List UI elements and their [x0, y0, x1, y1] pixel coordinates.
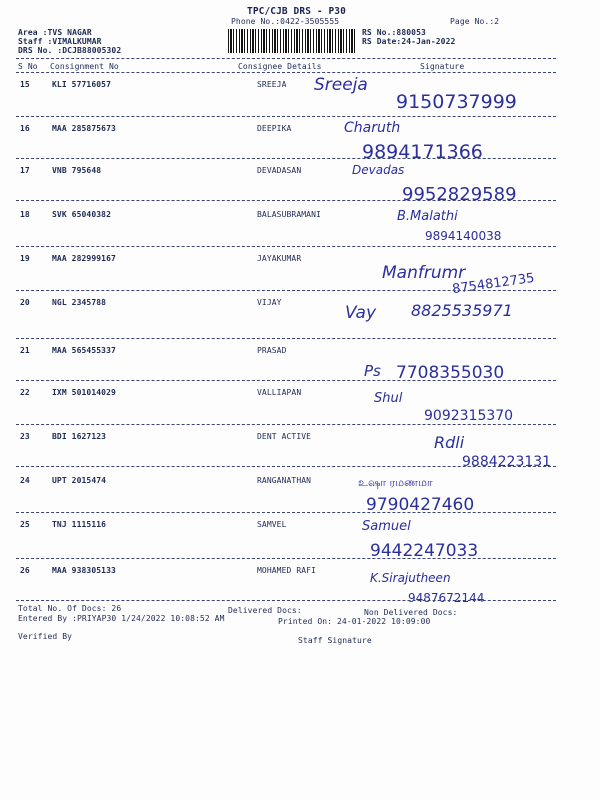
svg-text:9790427460: 9790427460	[366, 495, 475, 515]
row-sno: 18	[20, 210, 30, 219]
row-consignee: BALASUBRAMANI	[257, 210, 321, 219]
row-sno: 16	[20, 124, 30, 133]
row-divider	[16, 466, 556, 467]
row-consignee: PRASAD	[257, 346, 287, 355]
signature-handwriting	[372, 384, 552, 424]
svg-text:7708355030: 7708355030	[396, 363, 505, 383]
row-sno: 25	[20, 520, 30, 529]
row-consignee: SREEJA	[257, 80, 287, 89]
column-consignee: Consignee Details	[238, 62, 322, 71]
row-consignment: BDI 1627123	[52, 432, 107, 441]
row-consignee: JAYAKUMAR	[257, 254, 302, 263]
svg-text:9092315370: 9092315370	[424, 408, 514, 424]
svg-text:Vay: Vay	[345, 303, 377, 323]
row-consignee: DEEPIKA	[257, 124, 292, 133]
header-divider-bottom	[16, 72, 556, 73]
row-consignment: MAA 565455337	[52, 346, 116, 355]
row-divider	[16, 558, 556, 559]
row-sno: 23	[20, 432, 30, 441]
row-divider	[16, 246, 556, 247]
row-divider	[16, 600, 556, 601]
svg-text:Sreeja: Sreeja	[314, 75, 368, 95]
svg-text:9952829589: 9952829589	[402, 184, 517, 205]
svg-text:9150737999: 9150737999	[396, 91, 517, 113]
row-consignee: VIJAY	[257, 298, 282, 307]
phone-number: Phone No.:0422-3505555	[231, 17, 340, 26]
barcode	[228, 29, 356, 53]
row-consignee: VALLIAPAN	[257, 388, 302, 397]
row-consignee: DENT ACTIVE	[257, 432, 312, 441]
svg-text:Samuel: Samuel	[362, 519, 411, 534]
row-divider	[16, 424, 556, 425]
svg-text:Manfrumr: Manfrumr	[382, 263, 466, 283]
non-delivered-docs: Non Delivered Docs:	[364, 608, 458, 617]
svg-text:Charuth: Charuth	[344, 120, 401, 136]
total-docs: Total No. Of Docs: 26	[18, 604, 122, 613]
staff-label: Staff :VIMALKUMAR	[18, 37, 102, 46]
svg-text:Rdli: Rdli	[434, 433, 465, 452]
signature-handwriting	[358, 470, 558, 518]
column-consignment: Consignment No	[50, 62, 119, 71]
row-divider	[16, 512, 556, 513]
row-consignment: TNJ 1115116	[52, 520, 107, 529]
row-consignee: RANGANATHAN	[257, 476, 312, 485]
row-divider	[16, 380, 556, 381]
row-sno: 15	[20, 80, 30, 89]
row-consignment: UPT 2015474	[52, 476, 107, 485]
svg-text:9894171366: 9894171366	[362, 141, 483, 163]
svg-text:K.Sirajutheen: K.Sirajutheen	[370, 571, 451, 585]
svg-text:9487672144: 9487672144	[408, 591, 485, 605]
row-sno: 26	[20, 566, 30, 575]
row-divider	[16, 290, 556, 291]
row-consignment: SVK 65040382	[52, 210, 111, 219]
svg-text:Shul: Shul	[374, 391, 403, 406]
area-label: Area :TVS NAGAR	[18, 28, 92, 37]
entered-by: Entered By :PRIYAP30 1/24/2022 10:08:52 AM	[18, 614, 225, 623]
column-sno: S No	[18, 62, 38, 71]
svg-text:Devadas: Devadas	[352, 163, 405, 177]
drs-number: DRS No. :DCJB88005302	[18, 46, 122, 55]
row-sno: 20	[20, 298, 30, 307]
row-consignment: KLI 57716057	[52, 80, 111, 89]
rs-date: RS Date:24-Jan-2022	[362, 37, 456, 46]
column-signature: Signature	[420, 62, 465, 71]
header-divider-top	[16, 58, 556, 59]
svg-text:B.Malathi: B.Malathi	[397, 209, 458, 224]
signature-handwriting	[340, 116, 560, 162]
signature-handwriting	[310, 74, 560, 114]
row-sno: 19	[20, 254, 30, 263]
row-consignment: MAA 285875673	[52, 124, 116, 133]
signature-handwriting	[395, 204, 555, 244]
page-number: Page No.:2	[450, 17, 500, 26]
row-sno: 21	[20, 346, 30, 355]
row-sno: 22	[20, 388, 30, 397]
svg-text:8825535971: 8825535971	[411, 301, 513, 320]
document-title: TPC/CJB DRS - P30	[247, 6, 346, 17]
signature-handwriting	[432, 428, 562, 474]
row-sno: 24	[20, 476, 30, 485]
row-consignee: DEVADASAN	[257, 166, 302, 175]
svg-text:9884223131: 9884223131	[462, 454, 552, 470]
svg-text:உஷா ரமணமா: உஷா ரமணமா	[358, 476, 433, 489]
printed-on: Printed On: 24-01-2022 10:09:00	[278, 617, 431, 626]
row-consignment: MAA 938305133	[52, 566, 116, 575]
row-consignee: SAMVEL	[257, 520, 287, 529]
staff-signature: Staff Signature	[298, 636, 372, 645]
row-divider	[16, 338, 556, 339]
row-consignment: NGL 2345788	[52, 298, 107, 307]
svg-text:Ps: Ps	[364, 362, 381, 380]
row-consignment: IXM 501014029	[52, 388, 116, 397]
signature-handwriting	[345, 294, 555, 334]
svg-text:9442247033: 9442247033	[370, 541, 479, 561]
signature-handwriting	[360, 514, 550, 562]
row-sno: 17	[20, 166, 30, 175]
delivered-docs: Delivered Docs:	[228, 606, 302, 615]
svg-text:9894140038: 9894140038	[425, 229, 502, 243]
row-consignment: VNB 795648	[52, 166, 102, 175]
row-consignment: MAA 282999167	[52, 254, 116, 263]
verified-by: Verified By	[18, 632, 73, 641]
row-consignee: MOHAMED RAFI	[257, 566, 316, 575]
row-divider	[16, 158, 556, 159]
row-divider	[16, 200, 556, 201]
rs-number: RS No.:880053	[362, 28, 426, 37]
svg-text:8754812735: 8754812735	[451, 270, 536, 298]
